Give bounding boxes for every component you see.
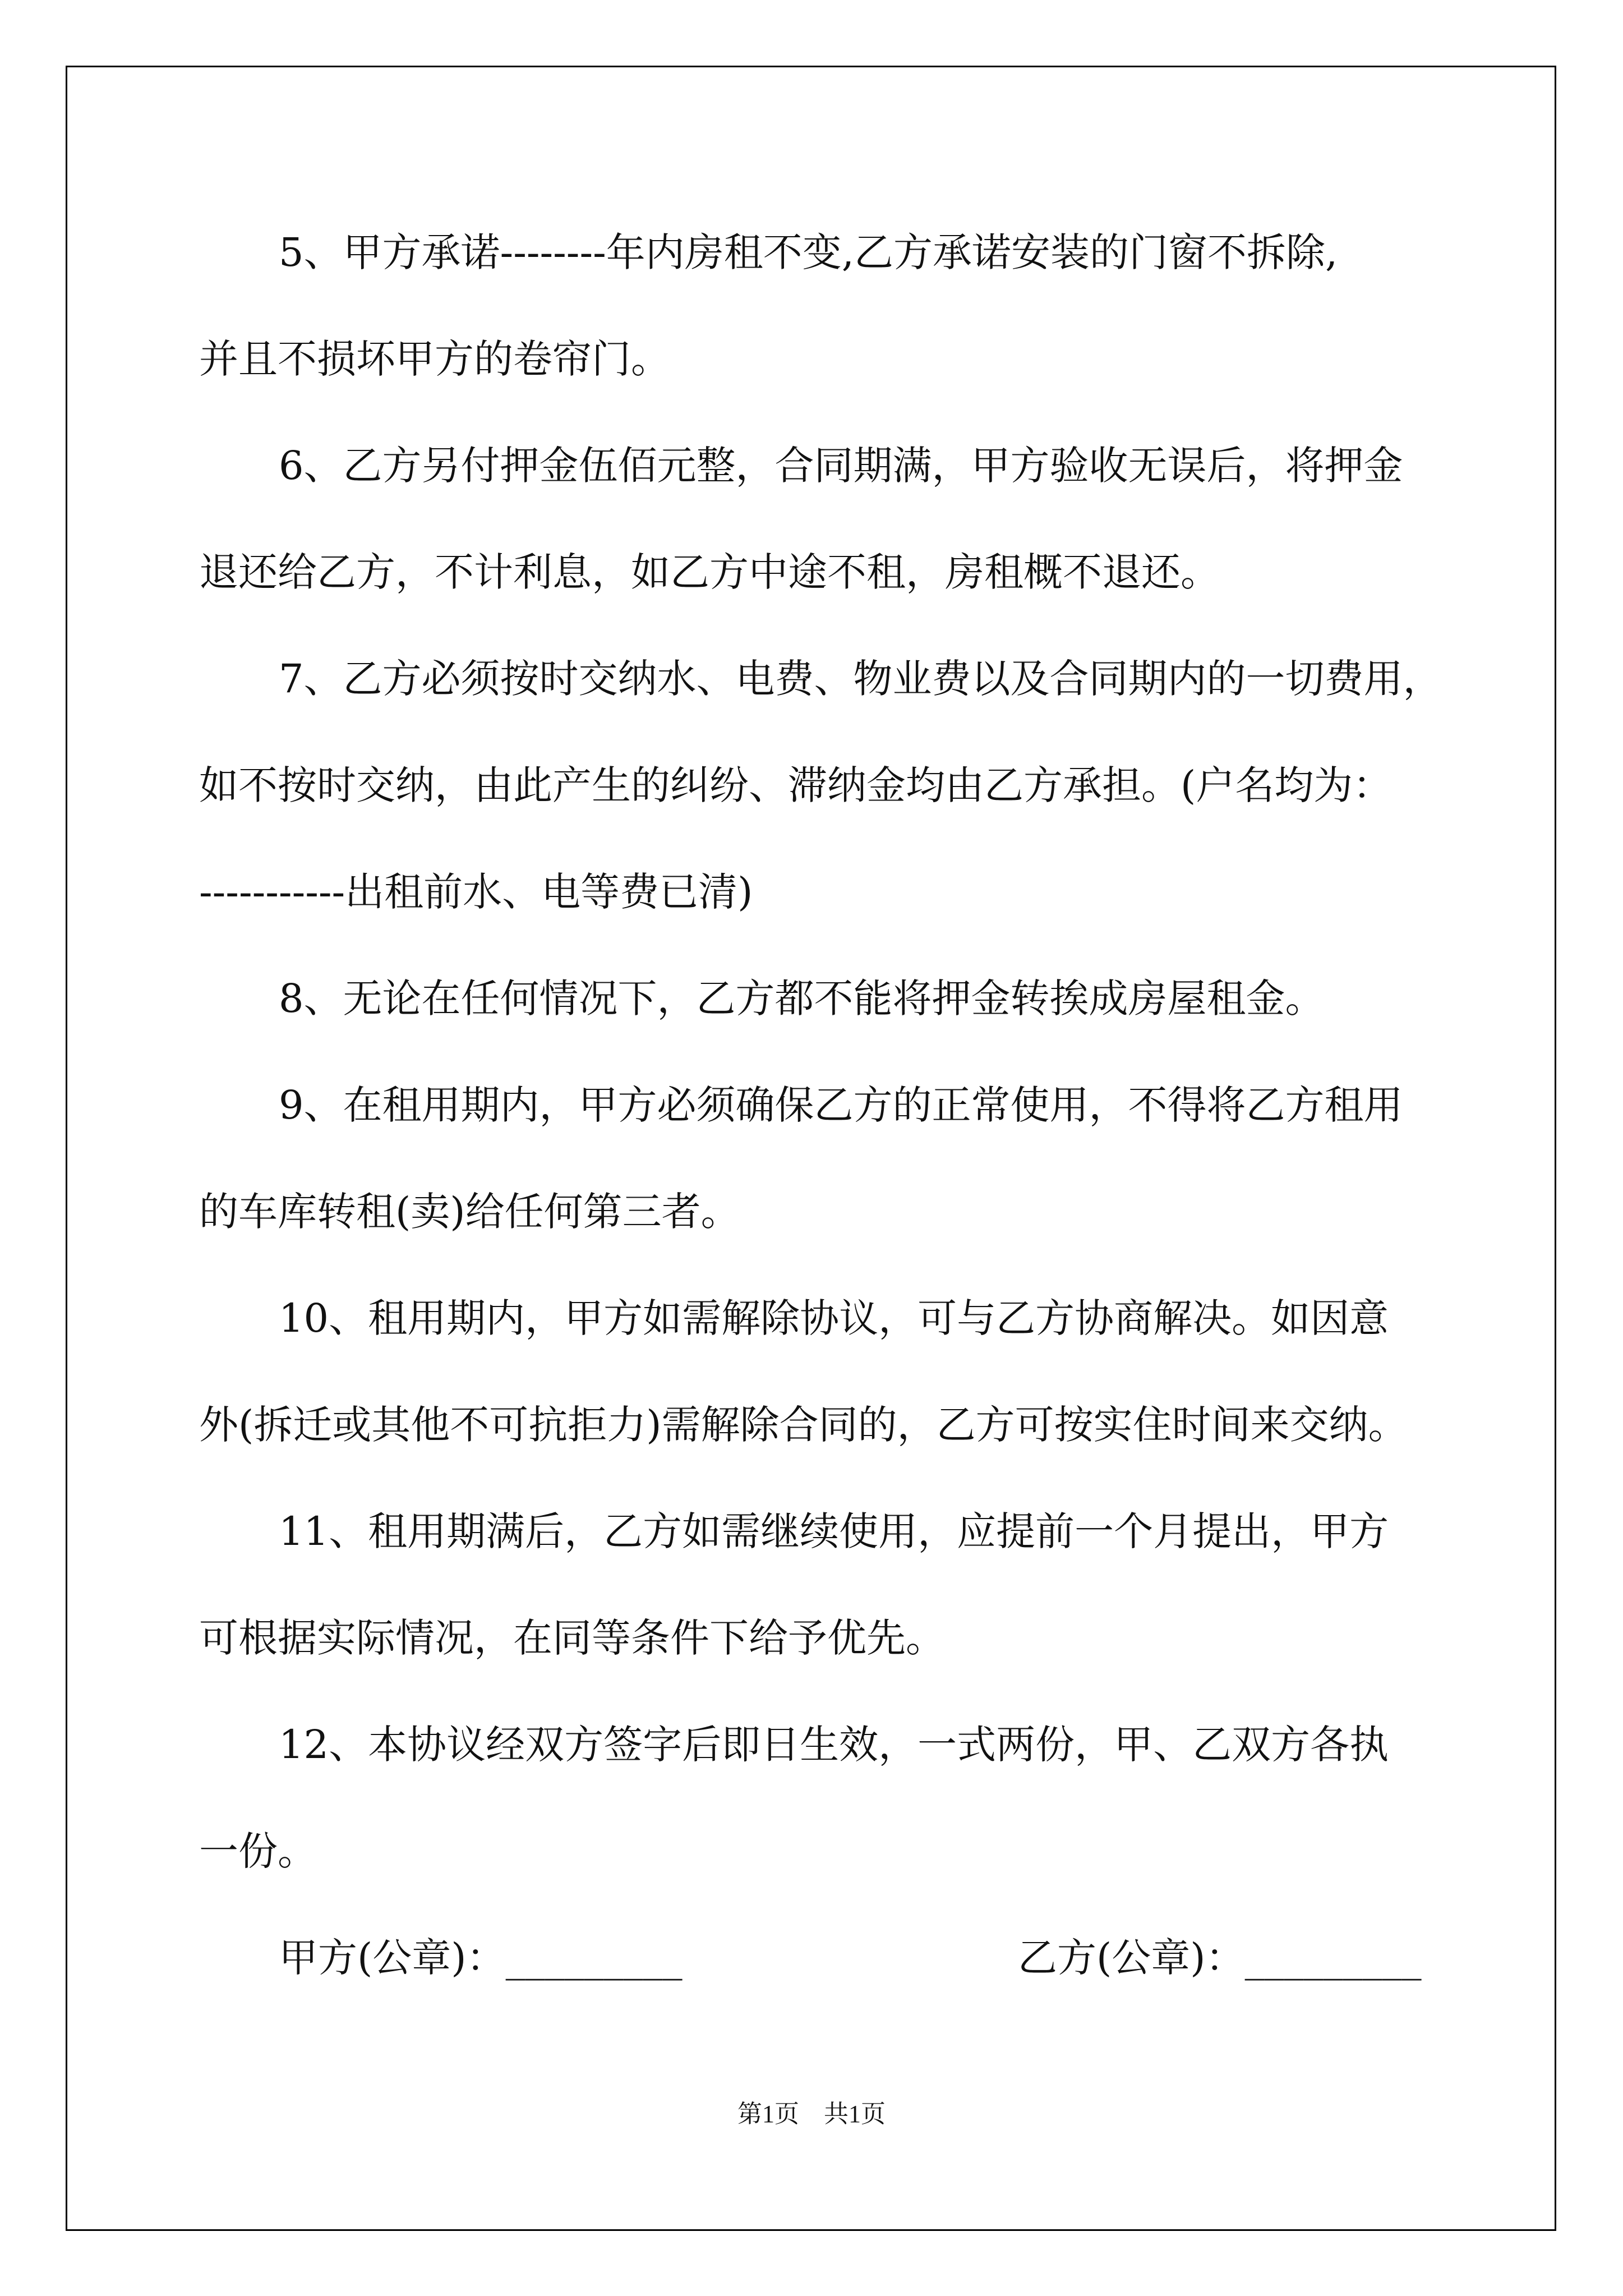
- clause-7-line-3: -----------出租前水、电等费已清): [199, 869, 753, 915]
- clause-5-line-1: 5、甲方承诺--------年内房租不变,乙方承诺安装的门窗不拆除,: [279, 229, 1338, 275]
- clause-9-line-1: 9、在租用期内，甲方必须确保乙方的正常使用，不得将乙方租用: [279, 1082, 1403, 1128]
- party-a-signature-line: 甲方(公章)：_________: [279, 1935, 683, 1981]
- clause-10-line-1: 10、租用期内，甲方如需解除协议，可与乙方协商解决。如因意: [279, 1295, 1389, 1341]
- clause-6-line-1: 6、乙方另付押金伍佰元整，合同期满，甲方验收无误后，将押金: [279, 443, 1403, 489]
- clause-7-line-2: 如不按时交纳，由此产生的纠纷、滞纳金均由乙方承担。(户名均为：: [199, 762, 1393, 808]
- page-border: [66, 66, 1556, 2231]
- clause-7-line-1: 7、乙方必须按时交纳水、电费、物业费以及合同期内的一切费用，: [279, 656, 1442, 702]
- clause-5-line-2: 并且不损坏甲方的卷帘门。: [199, 336, 670, 382]
- clause-8-line-1: 8、无论在任何情况下，乙方都不能将押金转挨成房屋租金。: [279, 976, 1325, 1022]
- clause-12-line-1: 12、本协议经双方签字后即日生效，一式两份，甲、乙双方各执: [279, 1722, 1389, 1768]
- party-b-signature-line: 乙方(公章)：_________: [1018, 1935, 1422, 1981]
- clause-9-line-2: 的车库转租(卖)给任何第三者。: [199, 1189, 740, 1235]
- page-footer: 第1页 共1页: [737, 2100, 886, 2128]
- clause-12-line-2: 一份。: [199, 1828, 317, 1874]
- clause-10-line-2: 外(拆迁或其他不可抗拒力)需解除合同的，乙方可按实住时间来交纳。: [199, 1402, 1408, 1448]
- clause-11-line-1: 11、租用期满后，乙方如需继续使用，应提前一个月提出，甲方: [279, 1508, 1389, 1554]
- clause-11-line-2: 可根据实际情况，在同等条件下给予优先。: [199, 1615, 945, 1661]
- clause-6-line-2: 退还给乙方，不计利息，如乙方中途不租，房租概不退还。: [199, 549, 1220, 595]
